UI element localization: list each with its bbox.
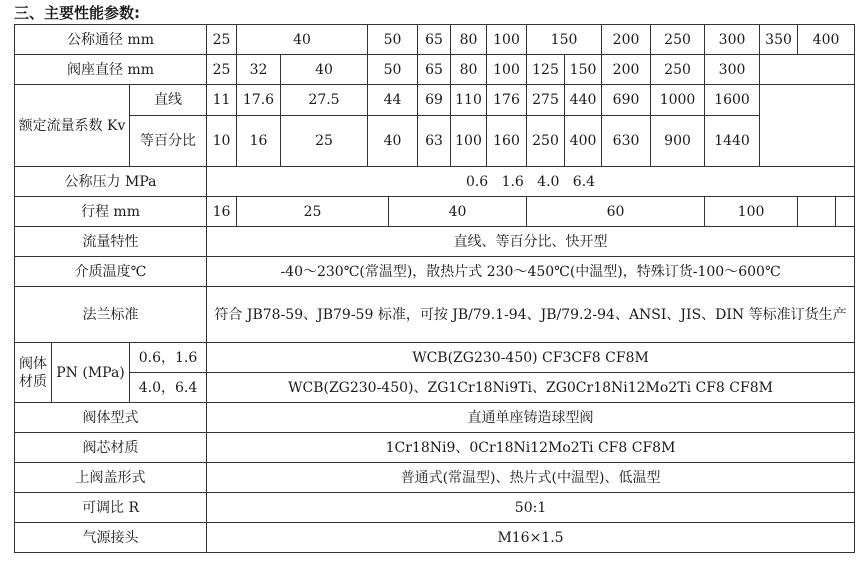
table-cell: 110 (451, 85, 487, 116)
rangeability-row (15, 493, 855, 523)
table-cell: 400 (565, 116, 602, 167)
table-cell: 250 (651, 55, 705, 85)
nominal-diameter-label: 公称通径 mm (15, 25, 207, 55)
kv-label: 额定流量系数 Kv (15, 85, 130, 167)
table-cell: 17.6 (237, 85, 281, 116)
table-cell: 300 (705, 25, 760, 55)
kv-linear-row (15, 85, 855, 116)
table-cell: 250 (527, 116, 565, 167)
body-material-value: WCB(ZG230-450)、ZG1Cr18Ni9Ti、ZG0Cr18Ni12Mo2Ti CF8 CF8M (207, 373, 855, 403)
table-cell: 16 (207, 197, 237, 227)
medium-temperature-row (15, 257, 855, 287)
table-cell: 65 (418, 25, 451, 55)
table-cell: 27.5 (281, 85, 368, 116)
medium-temperature-value: -40～230℃(常温型)，散热片式 230～450℃(中温型)，特殊订货-100～600℃ (207, 257, 855, 287)
table-cell: 1000 (651, 85, 705, 116)
body-type-value: 直通单座铸造球型阀 (207, 403, 855, 433)
table-cell: 25 (207, 55, 237, 85)
nominal-diameter-row (15, 25, 855, 55)
flow-characteristic-label: 流量特性 (15, 227, 207, 257)
body-material-value: WCB(ZG230-450) CF3CF8 CF8M (207, 343, 855, 373)
table-cell: 50 (368, 25, 418, 55)
table-cell: 900 (651, 116, 705, 167)
stroke-row (15, 197, 855, 227)
kv-linear-label: 直线 (130, 85, 207, 116)
section-heading: 三、主要性能参数: (14, 4, 140, 22)
flow-characteristic-row (15, 227, 855, 257)
table-cell: 65 (418, 55, 451, 85)
plug-material-label: 阀芯材质 (15, 433, 207, 463)
bonnet-type-value: 普通式(常温型)、热片式(中温型)、低温型 (207, 463, 855, 493)
seat-diameter-row (15, 55, 855, 85)
flange-standard-label: 法兰标准 (15, 287, 207, 343)
table-cell: 40 (281, 55, 368, 85)
table-cell: 160 (487, 116, 527, 167)
table-cell: 69 (418, 85, 451, 116)
table-cell: 200 (602, 55, 651, 85)
table-cell: 40 (389, 197, 527, 227)
table-cell: 100 (451, 116, 487, 167)
table-cell: 350 (760, 25, 798, 55)
table-cell: 60 (527, 197, 705, 227)
empty-cell (760, 55, 855, 85)
kv-equal-percentage-row (15, 116, 855, 167)
medium-temperature-label: 介质温度℃ (15, 257, 207, 287)
table-cell: 40 (368, 116, 418, 167)
table-cell: 80 (451, 55, 487, 85)
table-cell: 100 (487, 25, 527, 55)
nominal-pressure-label: 公称压力 MPa (15, 167, 207, 197)
table-cell: 250 (651, 25, 705, 55)
nominal-pressure-row (15, 167, 855, 197)
body-type-label: 阀体型式 (15, 403, 207, 433)
pn-label: PN (MPa) (52, 343, 130, 403)
rangeability-value: 50:1 (207, 493, 855, 523)
air-connection-row (15, 523, 855, 553)
table-cell: 25 (281, 116, 368, 167)
flange-standard-value: 符合 JB78-59、JB79-59 标准，可按 JB/79.1-94、JB/79.2-94、ANSI、JIS、DIN 等标准订货生产 (207, 287, 855, 343)
table-cell: 32 (237, 55, 281, 85)
table-cell: 630 (602, 116, 651, 167)
pn-value: 0.6，1.6 (130, 343, 207, 373)
table-cell: 400 (798, 25, 855, 55)
pn-value: 4.0，6.4 (130, 373, 207, 403)
stroke-label: 行程 mm (15, 197, 207, 227)
table-cell: 16 (237, 116, 281, 167)
table-cell: 1600 (705, 85, 760, 116)
flow-characteristic-value: 直线、等百分比、快开型 (207, 227, 855, 257)
table-cell: 100 (487, 55, 527, 85)
table-cell: 200 (602, 25, 651, 55)
table-cell: 275 (527, 85, 565, 116)
empty-cell (836, 197, 855, 227)
seat-diameter-label: 阀座直径 mm (15, 55, 207, 85)
body-type-row (15, 403, 855, 433)
table-cell: 1440 (705, 116, 760, 167)
table-cell: 300 (705, 55, 760, 85)
plug-material-value: 1Cr18Ni9、0Cr18Ni12Mo2Ti CF8 CF8M (207, 433, 855, 463)
nominal-pressure-value: 0.6 1.6 4.0 6.4 (207, 167, 855, 197)
bonnet-type-label: 上阀盖形式 (15, 463, 207, 493)
performance-parameters-table (14, 24, 855, 553)
air-connection-label: 气源接头 (15, 523, 207, 553)
table-cell: 80 (451, 25, 487, 55)
table-cell: 150 (527, 25, 602, 55)
table-cell: 440 (565, 85, 602, 116)
table-cell: 44 (368, 85, 418, 116)
empty-cell (760, 85, 855, 167)
empty-cell (798, 197, 836, 227)
table-cell: 40 (237, 25, 368, 55)
table-cell: 63 (418, 116, 451, 167)
table-cell: 11 (207, 85, 237, 116)
bonnet-type-row (15, 463, 855, 493)
table-cell: 100 (705, 197, 798, 227)
air-connection-value: M16×1.5 (207, 523, 855, 553)
flange-standard-row (15, 287, 855, 343)
body-material-row (15, 373, 855, 403)
kv-equal-percentage-label: 等百分比 (130, 116, 207, 167)
plug-material-row (15, 433, 855, 463)
table-cell: 176 (487, 85, 527, 116)
body-material-label: 阀体材质 (15, 343, 52, 403)
table-cell: 25 (207, 25, 237, 55)
rangeability-label: 可调比 R (15, 493, 207, 523)
table-cell: 10 (207, 116, 237, 167)
table-cell: 25 (237, 197, 389, 227)
table-cell: 125 (527, 55, 565, 85)
table-cell: 150 (565, 55, 602, 85)
body-material-row (15, 343, 855, 373)
table-cell: 50 (368, 55, 418, 85)
table-cell: 690 (602, 85, 651, 116)
